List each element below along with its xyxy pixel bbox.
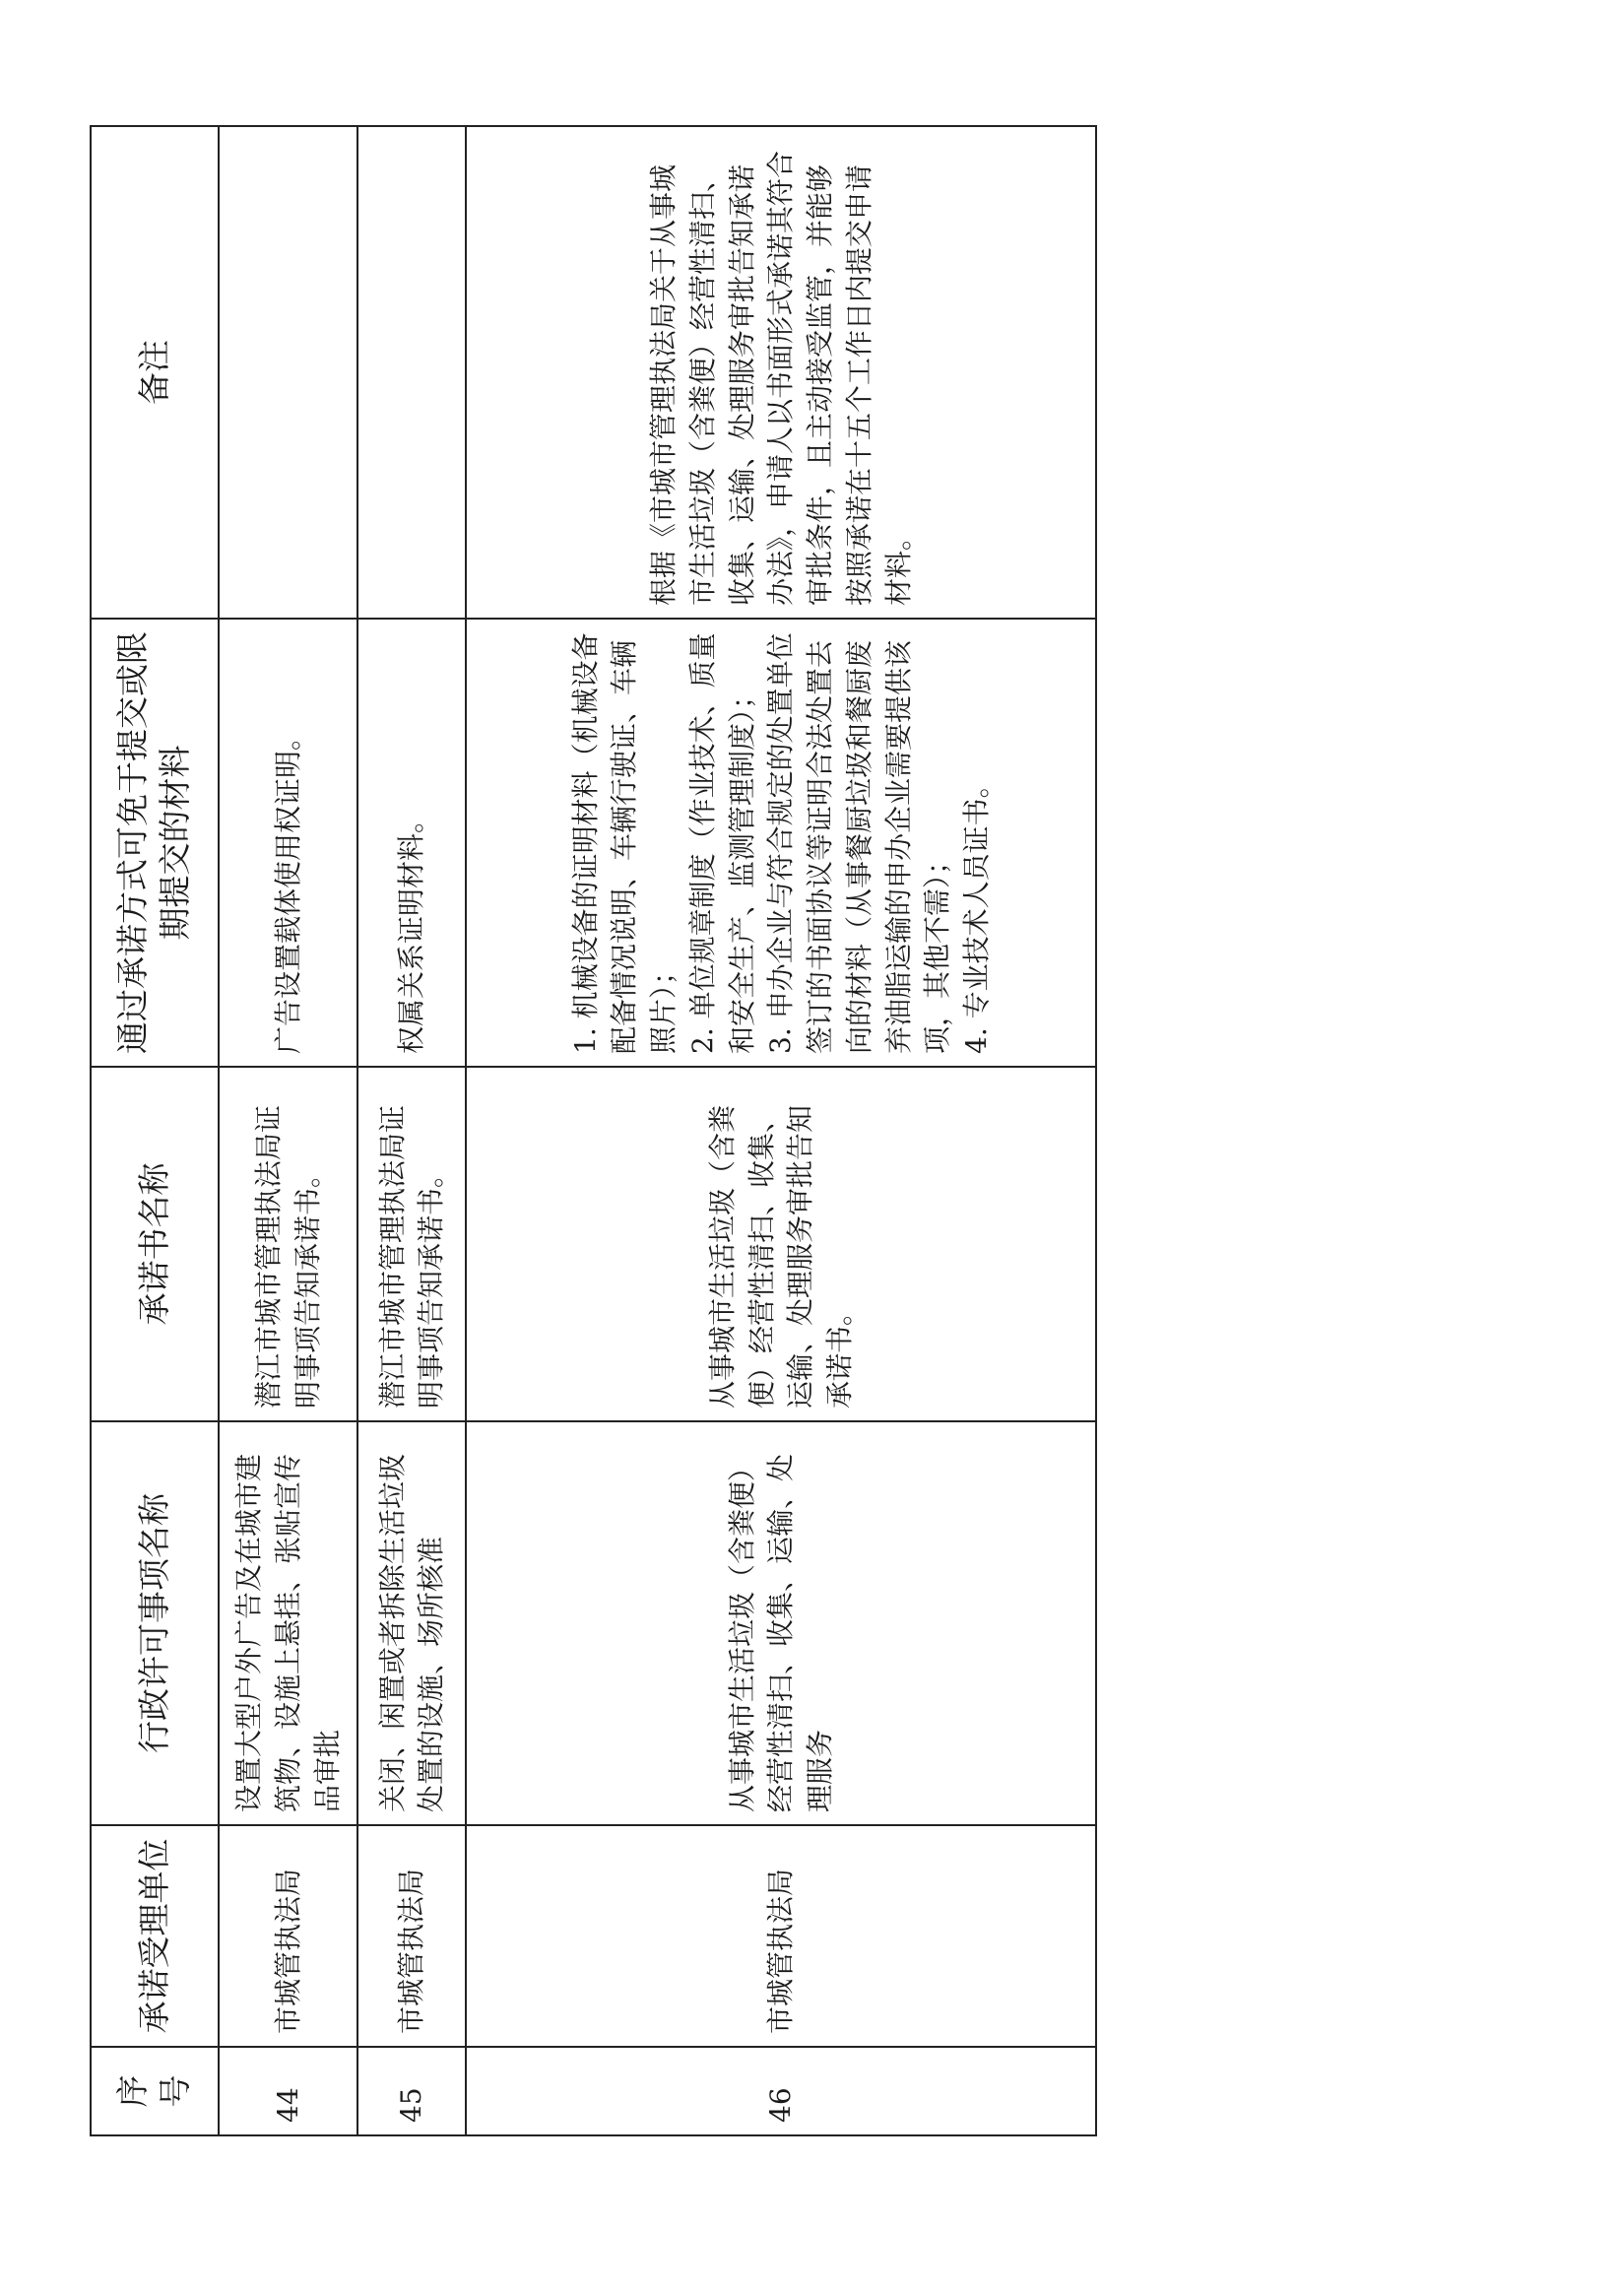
- header-unit: 承诺受理单位: [91, 1825, 219, 2047]
- row-unit: 市城管执法局: [219, 1825, 357, 2047]
- row-pledge-name: 从事城市生活垃圾（含粪便）经营性清扫、收集、运输、处理服务审批告知承诺书。: [466, 1067, 1096, 1421]
- table-row: [219, 126, 357, 2135]
- header-materials: 通过承诺方式可免于提交或限期提交的材料: [91, 619, 219, 1067]
- row-item-name: 设置大型户外广告及在城市建筑物、设施上悬挂、张贴宣传品审批: [219, 1421, 357, 1825]
- row-item-name: 关闭、闲置或者拆除生活垃圾处置的设施、场所核准: [357, 1421, 466, 1825]
- row-pledge-name: 潜江市城市管理执法局证明事项告知承诺书。: [357, 1067, 466, 1421]
- materials-line: 2. 单位规章制度（作业技术、质量和安全生产、监测管理制度）；: [685, 632, 758, 1054]
- row-serial: 46: [466, 2047, 1096, 2135]
- row-serial: 45: [357, 2047, 466, 2135]
- row-materials: [466, 619, 1096, 1067]
- row-remark: [219, 126, 357, 619]
- materials-line: 1. 机械设备的证明材料（机械设备配备情况说明、车辆行驶证、车辆照片）；: [568, 632, 681, 1054]
- row-pledge-name: 潜江市城市管理执法局证明事项告知承诺书。: [219, 1067, 357, 1421]
- row-materials: [357, 619, 466, 1067]
- header-remark: 备注: [91, 126, 219, 619]
- row-unit: 市城管执法局: [466, 1825, 1096, 2047]
- row-unit: 市城管执法局: [357, 1825, 466, 2047]
- row-materials: [219, 619, 357, 1067]
- materials-line: 权属关系证明材料。: [395, 805, 428, 1054]
- row-remark: 根据《市城市管理执法局关于从事城市生活垃圾（含粪便）经营性清扫、收集、运输、处理服务审批告知承诺办法》，申请人以书面形式承诺其符合审批条件，且主动接受监管，并能够按照承诺在十五个工作日内提交申请材料。: [466, 126, 1096, 619]
- table-row: [357, 126, 466, 2135]
- row-item-name: 从事城市生活垃圾（含粪便）经营性清扫、收集、运输、处理服务: [466, 1421, 1096, 1825]
- header-item-name: 行政许可事项名称: [91, 1421, 219, 1825]
- row-remark: [357, 126, 466, 619]
- table-row: [466, 126, 1096, 2135]
- header-serial: 序号: [91, 2047, 219, 2135]
- commitment-table: [90, 125, 1097, 2136]
- materials-line: 3. 申办企业与符合规定的处置单位签订的书面协议等证明合法处置去向的材料（从事餐厨垃圾和餐厨废弃油脂运输的申办企业需要提供该项，其他不需）；: [764, 632, 954, 1054]
- header-row: [91, 126, 219, 2135]
- materials-line: 广告设置载体使用权证明。: [271, 722, 304, 1054]
- header-pledge-name: 承诺书名称: [91, 1067, 219, 1421]
- materials-line: 4. 专业技术人员证书。: [960, 770, 994, 1054]
- row-serial: 44: [219, 2047, 357, 2135]
